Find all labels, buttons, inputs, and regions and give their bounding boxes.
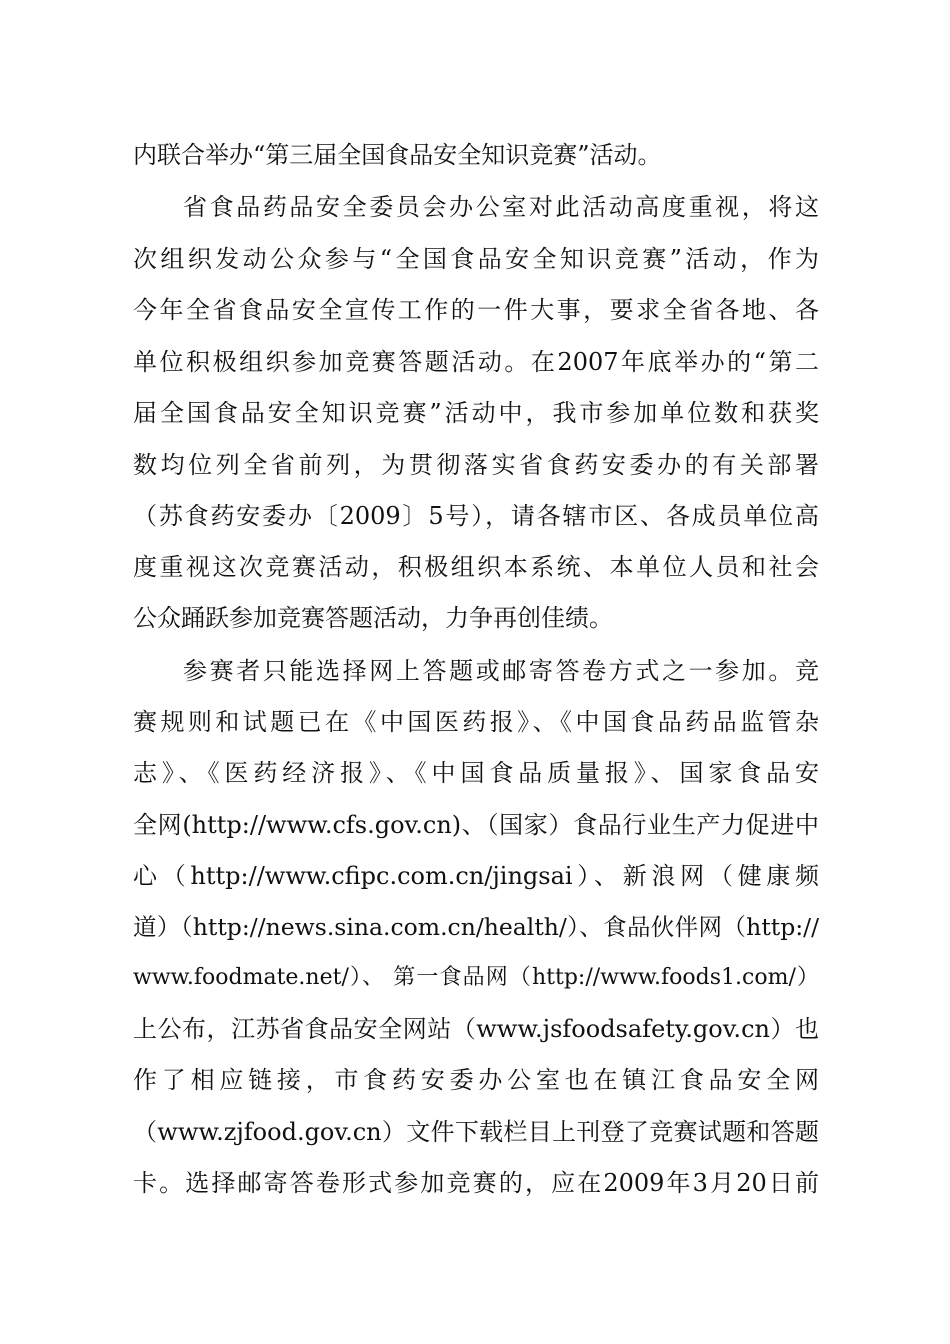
paragraph-line: 全网(http://www.cfs.gov.cn)、（国家）食品行业生产力促进中	[133, 811, 819, 839]
paragraph-line: 省食品药品安全委员会办公室对此活动高度重视，将这	[183, 193, 819, 221]
paragraph-line: 度重视这次竞赛活动，积极组织本系统、本单位人员和社会	[133, 553, 819, 581]
paragraph-line: 志》、《医药经济报》、《中国食品质量报》、国家食品安	[133, 759, 819, 787]
paragraph-line: （苏食药安委办〔2009〕5号），请各辖市区、各成员单位高	[133, 502, 819, 530]
paragraph-line: 卡。选择邮寄答卷形式参加竞赛的，应在2009年3月20日前	[133, 1169, 819, 1197]
paragraph-line: 心（http://www.cfipc.com.cn/jingsai）、新浪网（健康频	[133, 862, 819, 890]
paragraph-line: 上公布，江苏省食品安全网站（www.jsfoodsafety.gov.cn）也	[133, 1015, 819, 1043]
paragraph-line: www.foodmate.net/）、 第一食品网（http://www.foods1.com/）	[133, 965, 819, 990]
paragraph-line: 赛规则和试题已在《中国医药报》、《中国食品药品监管杂	[133, 708, 819, 736]
paragraph-line: （www.zjfood.gov.cn）文件下载栏目上刊登了竞赛试题和答题	[133, 1118, 819, 1146]
paragraph-line: 单位积极组织参加竞赛答题活动。在2007年底举办的“第二	[133, 348, 819, 376]
paragraph-line: 届全国食品安全知识竞赛”活动中，我市参加单位数和获奖	[133, 399, 819, 427]
paragraph-line: 数均位列全省前列，为贯彻落实省食药安委办的有关部署	[133, 451, 819, 479]
paragraph-line: 内联合举办“第三届全国食品安全知识竞赛”活动。	[133, 141, 662, 169]
paragraph-line: 作了相应链接，市食药安委办公室也在镇江食品安全网	[133, 1066, 819, 1094]
paragraph-line: 参赛者只能选择网上答题或邮寄答卷方式之一参加。竞	[183, 657, 819, 685]
paragraph-line: 次组织发动公众参与“全国食品安全知识竞赛”活动，作为	[133, 245, 819, 273]
paragraph-line: 今年全省食品安全宣传工作的一件大事，要求全省各地、各	[133, 296, 819, 324]
paragraph-line: 公众踊跃参加竞赛答题活动，力争再创佳绩。	[133, 604, 613, 632]
paragraph-line: 道）（http://news.sina.com.cn/health/）、食品伙伴网（http://	[133, 913, 819, 941]
